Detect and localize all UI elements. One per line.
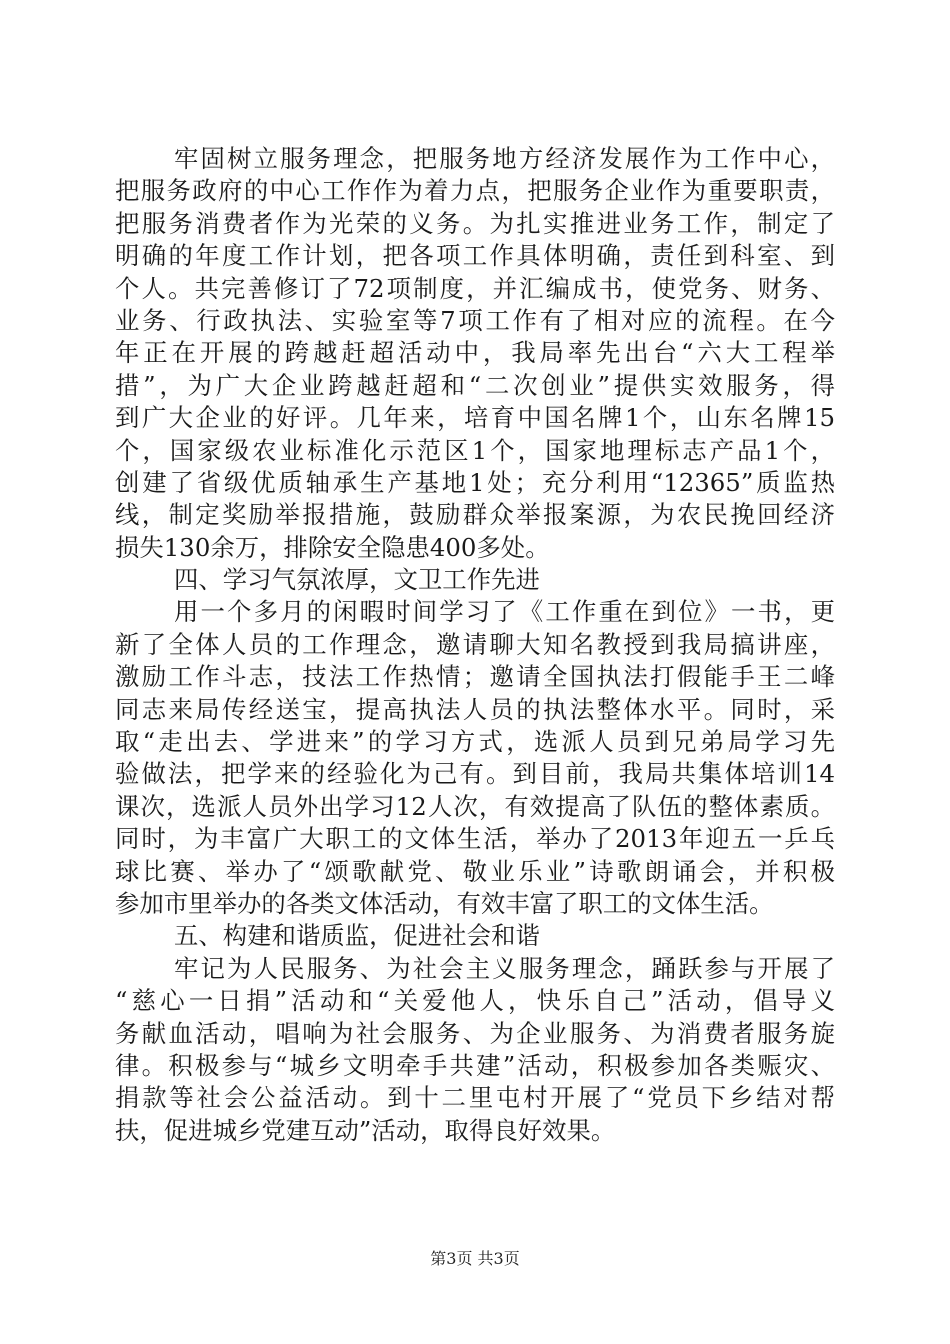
section-heading-4: 四、学习气氛浓厚，文卫工作先进 — [174, 565, 540, 595]
text-line: 个人。共完善修订了72项制度，并汇编成书，使党务、财务、 — [115, 273, 835, 303]
text-line: 措”，为广大企业跨越赶超和“二次创业”提供实效服务，得 — [115, 370, 835, 400]
text-line: 验做法，把学来的经验化为己有。到目前，我局共集体培训14 — [115, 759, 835, 789]
section-heading-5: 五、构建和谐质监，促进社会和谐 — [174, 921, 540, 951]
text-line: 新了全体人员的工作理念，邀请聊大知名教授到我局搞讲座， — [115, 629, 835, 659]
text-line: 务献血活动，唱响为社会服务、为企业服务、为消费者服务旋 — [115, 1018, 835, 1048]
text-line: “慈心一日捐”活动和“关爱他人，快乐自己”活动，倡导义 — [115, 986, 835, 1016]
text-line: 线，制定奖励举报措施，鼓励群众举报案源，为农民挽回经济 — [115, 500, 835, 530]
paragraph-service-concept — [115, 143, 835, 564]
text-line: 业务、行政执法、实验室等7项工作有了相对应的流程。在今 — [115, 305, 835, 335]
text-line: 牢固树立服务理念，把服务地方经济发展作为工作中心， — [174, 144, 835, 173]
text-line: 参加市里举办的各类文体活动，有效丰富了职工的文体生活。 — [115, 888, 774, 918]
text-line: 把服务政府的中心工作作为着力点，把服务企业作为重要职责， — [115, 176, 835, 206]
text-line: 到广大企业的好评。几年来，培育中国名牌1个，山东名牌15 — [115, 403, 835, 433]
text-line: 年正在开展的跨越赶超活动中，我局率先出台“六大工程举 — [115, 338, 835, 368]
text-line: 损失130余万，排除安全隐患400多处。 — [115, 532, 550, 562]
text-line: 律。积极参与“城乡文明牵手共建”活动，积极参加各类赈灾、 — [115, 1050, 835, 1080]
paragraph-social-harmony — [115, 953, 835, 1147]
text-line: 个，国家级农业标准化示范区1个，国家地理标志产品1个， — [115, 435, 835, 465]
text-line: 捐款等社会公益活动。到十二里屯村开展了“党员下乡结对帮 — [115, 1083, 835, 1113]
text-line: 创建了省级优质轴承生产基地1处；充分利用“12365”质监热 — [115, 467, 835, 497]
text-line: 同志来局传经送宝，提高执法人员的执法整体水平。同时，采 — [115, 694, 835, 724]
text-line: 用一个多月的闲暇时间学习了《工作重在到位》一书，更 — [174, 597, 835, 627]
text-line: 同时，为丰富广大职工的文体生活，举办了2013年迎五一乒乓 — [115, 824, 835, 854]
text-line: 把服务消费者作为光荣的义务。为扎实推进业务工作，制定了 — [115, 208, 835, 238]
text-line: 球比赛、举办了“颂歌献党、敬业乐业”诗歌朗诵会，并积极 — [115, 856, 835, 886]
page-number-footer: 第3页 共3页 — [430, 1249, 520, 1268]
text-line: 牢记为人民服务、为社会主义服务理念，踊跃参与开展了 — [174, 953, 835, 983]
text-line: 课次，选派人员外出学习12人次，有效提高了队伍的整体素质。 — [115, 791, 835, 821]
text-line: 激励工作斗志，技法工作热情；邀请全国执法打假能手王二峰 — [115, 662, 835, 692]
text-line: 扶，促进城乡党建互动”活动，取得良好效果。 — [115, 1115, 616, 1145]
text-line: 取“走出去、学进来”的学习方式，选派人员到兄弟局学习先 — [115, 727, 835, 757]
document-body — [115, 143, 835, 1147]
text-line: 明确的年度工作计划，把各项工作具体明确，责任到科室、到 — [115, 241, 835, 271]
paragraph-study-atmosphere — [115, 596, 835, 920]
